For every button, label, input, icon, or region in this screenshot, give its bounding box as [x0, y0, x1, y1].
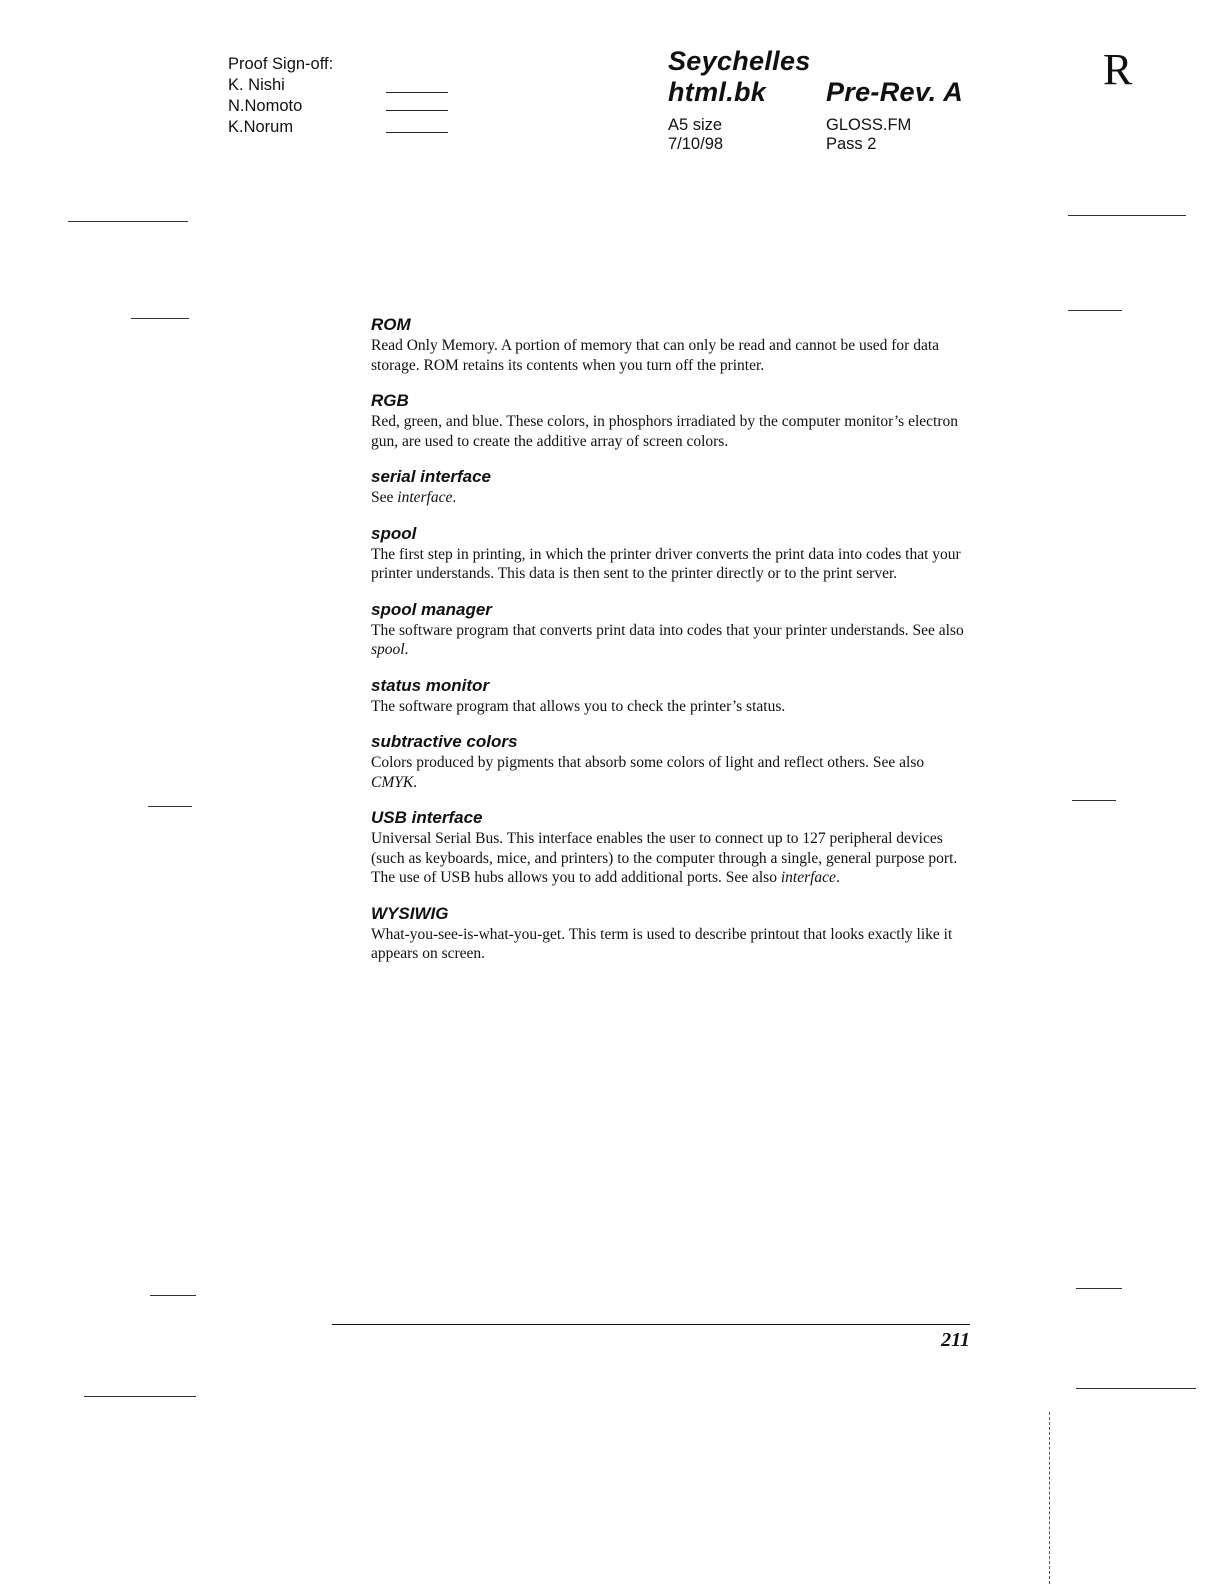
glossary-entry [371, 675, 971, 717]
crop-mark [150, 1295, 196, 1296]
crop-mark [84, 1396, 196, 1397]
glossary-definition: Red, green, and blue. These colors, in phosphors irradiated by the computer monitor’s electron gun, are used to create the additive array of screen colors. [371, 413, 958, 450]
glossary-entry [371, 314, 971, 375]
signoff-line [386, 110, 448, 111]
glossary-term: serial interface [371, 467, 492, 486]
proof-signoff [228, 54, 333, 138]
glossary-list [371, 314, 971, 979]
crop-mark [1076, 1288, 1122, 1289]
book-doc: GLOSS.FM [826, 116, 912, 134]
book-pass: Pass 2 [826, 135, 877, 153]
cross-reference-link[interactable]: spool [371, 641, 405, 658]
glossary-term: RGB [371, 391, 409, 410]
crop-mark [1076, 1388, 1196, 1389]
glossary-entry [371, 903, 971, 964]
cross-reference-link[interactable]: interface [780, 869, 836, 886]
glossary-definition: What-you-see-is-what-you-get. This term is used to describe printout that looks exactly like it appears on screen. [371, 925, 953, 962]
crop-mark [1068, 310, 1122, 311]
signoff-name: N.Nomoto [228, 97, 303, 115]
glossary-term: ROM [371, 315, 411, 334]
page-number: 211 [941, 1329, 970, 1351]
signoff-name: K.Norum [228, 118, 294, 136]
glossary-definition: The software program that converts print data into codes that your printer understands. See also spool. [371, 621, 964, 658]
glossary-term: spool manager [371, 599, 492, 619]
book-revision: Pre-Rev. A [826, 77, 964, 107]
signoff-heading: Proof Sign-off: [228, 55, 334, 73]
glossary-definition: See interface. [371, 489, 457, 506]
glossary-term: status monitor [371, 675, 490, 695]
crop-mark [68, 221, 188, 222]
cross-reference-link[interactable]: CMYK [371, 773, 414, 791]
glossary-entry [371, 390, 971, 451]
crop-mark [1068, 215, 1186, 216]
crop-mark [1072, 800, 1116, 801]
book-size: A5 size [668, 116, 723, 134]
crop-mark [131, 318, 189, 319]
glossary-definition: Read Only Memory. A portion of memory that can only be read and cannot be used for data storage. ROM retains its contents when you turn off the printer. [371, 337, 940, 374]
crop-mark [148, 806, 192, 807]
footer-rule [332, 1324, 970, 1325]
glossary-entry [371, 807, 971, 888]
glossary-definition: The software program that allows you to check the printer’s status. [371, 697, 786, 715]
glossary-definition: The first step in printing, in which the printer driver converts the print data into codes that your printer understands. This data is then sent to the printer directly or to the print server. [371, 545, 961, 582]
book-date: 7/10/98 [668, 135, 724, 153]
book-file: html.bk [668, 77, 767, 107]
glossary-term: USB interface [371, 808, 483, 827]
glossary-entry [371, 523, 971, 584]
signoff-line [386, 132, 448, 133]
crop-mark [1049, 1412, 1050, 1584]
glossary-term: subtractive colors [371, 732, 518, 751]
glossary-entry [371, 466, 971, 508]
cross-reference-link[interactable]: interface [397, 489, 453, 506]
book-info [668, 46, 964, 154]
glossary-definition: Universal Serial Bus. This interface enables the user to connect up to 127 peripheral devices (such as keyboards, mice, and printers) to the computer through a single, general purpose port. The use of USB hubs allows you to add additional ports. See also interface. [371, 830, 958, 886]
glossary-term: spool [371, 523, 417, 543]
glossary-term: WYSIWIG [371, 903, 449, 923]
book-title: Seychelles [668, 46, 811, 76]
glossary-entry [371, 599, 971, 660]
edge-letter: R [1103, 45, 1133, 94]
glossary-entry [371, 731, 971, 792]
signoff-name: K. Nishi [228, 76, 285, 94]
glossary-definition: Colors produced by pigments that absorb some colors of light and reflect others. See also CMYK. [371, 754, 925, 791]
signoff-line [386, 92, 448, 93]
